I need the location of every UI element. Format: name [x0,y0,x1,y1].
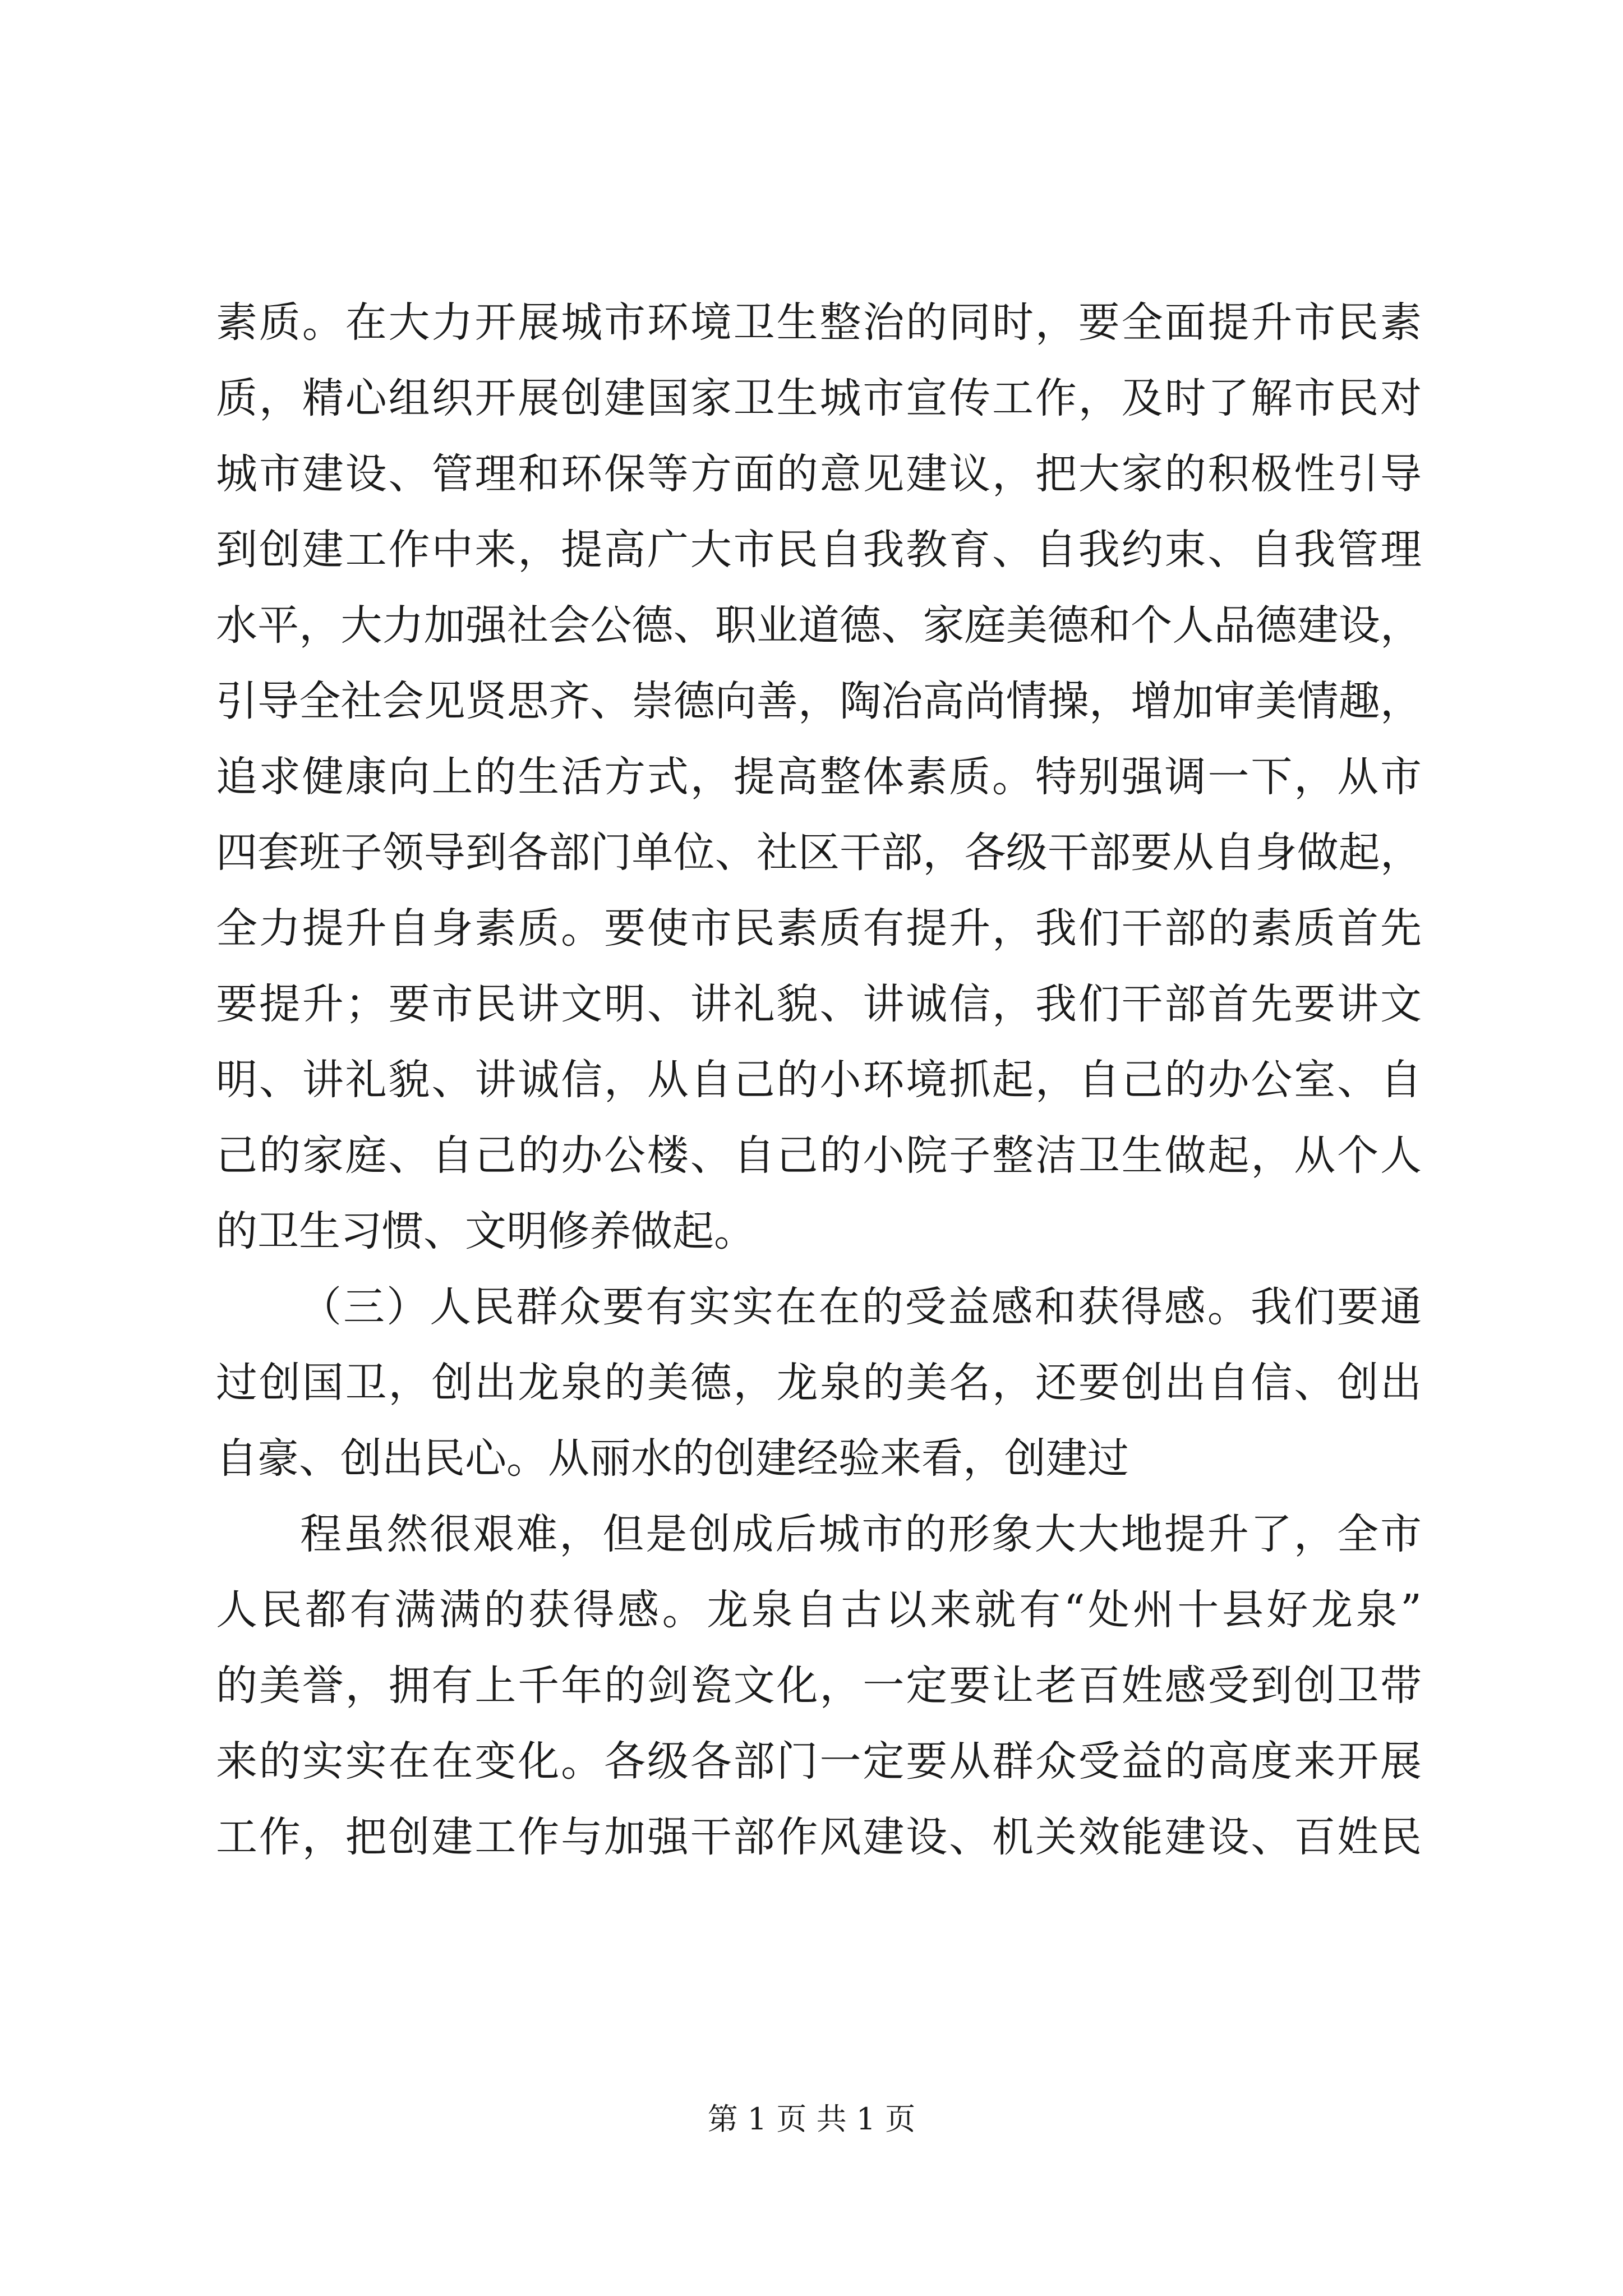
text-line: 人民都有满满的获得感。龙泉自古以来就有“处州十县好龙泉” [216,1586,1422,1634]
text-line: 过创国卫，创出龙泉的美德，龙泉的美名，还要创出自信、创出 [216,1359,1422,1407]
text-line: 城市建设、管理和环保等方面的意见建议，把大家的积极性引导 [216,450,1422,498]
text-line: 水平，大力加强社会公德、职业道德、家庭美德和个人品德建设， [216,601,1422,650]
text-line: 追求健康向上的生活方式，提高整体素质。特别强调一下，从市 [216,753,1422,801]
text-line: 要提升；要市民讲文明、讲礼貌、讲诚信，我们干部首先要讲文 [216,980,1422,1028]
text-line-section-heading: （三）人民群众要有实实在在的受益感和获得感。我们要通 [300,1283,1422,1331]
page-footer: 第 1 页 共 1 页 [707,2101,916,2137]
text-line: 质，精心组织开展创建国家卫生城市宣传工作，及时了解市民对 [216,374,1422,422]
text-line: 的美誉，拥有上千年的剑瓷文化，一定要让老百姓感受到创卫带 [216,1662,1422,1710]
text-line: 的卫生习惯、文明修养做起。 [216,1207,755,1255]
text-line: 四套班子领导到各部门单位、社区干部，各级干部要从自身做起， [216,829,1422,877]
text-line: 己的家庭、自己的办公楼、自己的小院子整洁卫生做起，从个人 [216,1131,1422,1180]
text-line: 工作，把创建工作与加强干部作风建设、机关效能建设、百姓民 [216,1813,1422,1861]
text-line: 引导全社会见贤思齐、崇德向善，陶冶高尚情操，增加审美情趣， [216,677,1422,725]
text-line: 来的实实在在变化。各级各部门一定要从群众受益的高度来开展 [216,1737,1422,1786]
text-line: 全力提升自身素质。要使市民素质有提升，我们干部的素质首先 [216,904,1422,953]
text-line: 自豪、创出民心。从丽水的创建经验来看，创建过 [216,1434,1129,1483]
text-line: 到创建工作中来，提高广大市民自我教育、自我约束、自我管理 [216,526,1422,574]
document-body [216,285,1422,1875]
text-line: 素质。在大力开展城市环境卫生整治的同时，要全面提升市民素 [216,298,1422,347]
text-line: 明、讲礼貌、讲诚信，从自己的小环境抓起，自己的办公室、自 [216,1056,1422,1104]
text-line-paragraph-start: 程虽然很艰难，但是创成后城市的形象大大地提升了，全市 [300,1510,1422,1558]
